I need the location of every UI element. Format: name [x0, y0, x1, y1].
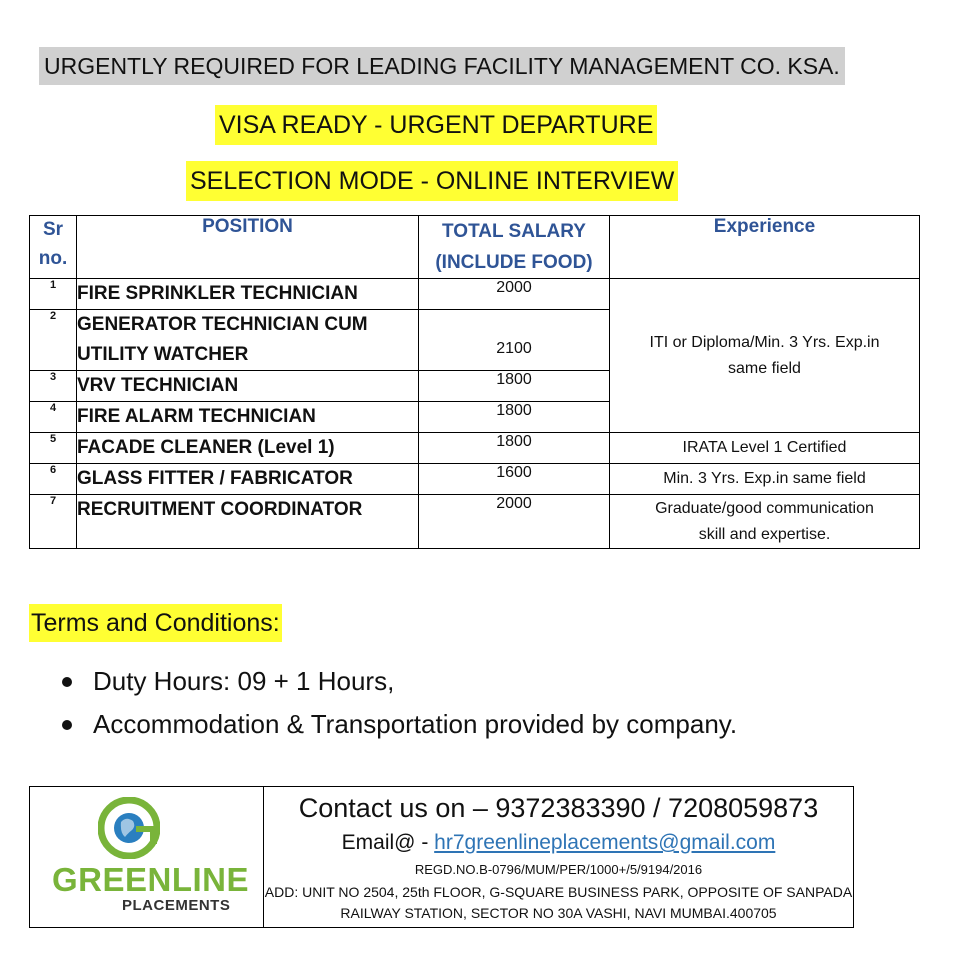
row-sr: 1 [30, 279, 77, 310]
row-position: FACADE CLEANER (Level 1) [77, 433, 419, 464]
contact-phone: Contact us on – 9372383390 / 7208059873 [298, 793, 819, 823]
row-position [77, 310, 419, 371]
row-position: VRV TECHNICIAN [77, 371, 419, 402]
header-position: POSITION [77, 216, 419, 279]
table-row [30, 279, 920, 310]
row-position: RECRUITMENT COORDINATOR [77, 495, 419, 549]
experience-technical-line1: ITI or Diploma/Min. 3 Yrs. Exp.in [649, 333, 880, 351]
contact-email-line [264, 831, 853, 855]
row-salary: 1800 [419, 371, 610, 402]
row-salary: 1600 [419, 464, 610, 495]
terms-heading: Terms and Conditions: [29, 604, 282, 642]
row-sr: 2 [30, 310, 77, 371]
header-sr-line2: no. [38, 247, 68, 269]
company-logo [30, 787, 264, 927]
header-salary-line1: TOTAL SALARY [442, 221, 586, 242]
header-sr [30, 216, 77, 279]
header-salary-line2: (INCLUDE FOOD) [435, 252, 593, 273]
email-prefix: Email@ - [341, 831, 435, 854]
table-row [30, 433, 920, 464]
row-salary: 2000 [419, 279, 610, 310]
row-salary: 1800 [419, 433, 610, 464]
row-experience [610, 495, 920, 549]
term-text: Accommodation & Transportation provided by company. [93, 709, 738, 739]
row-experience: IRATA Level 1 Certified [610, 433, 920, 464]
table-header-row [30, 216, 920, 279]
terms-list [62, 660, 737, 746]
headline-requirement: URGENTLY REQUIRED FOR LEADING FACILITY MANAGEMENT CO. KSA. [39, 47, 845, 85]
row-salary: 2000 [419, 495, 610, 549]
row-sr: 3 [30, 371, 77, 402]
experience-technical-line2: same field [728, 359, 801, 377]
list-item [62, 660, 737, 703]
row-sr: 5 [30, 433, 77, 464]
logo-name: GREENLINE [52, 861, 250, 898]
logo-subtitle: PLACEMENTS [122, 897, 231, 914]
header-salary [419, 216, 610, 279]
header-experience: Experience [610, 216, 920, 279]
email-link[interactable]: hr7greenlineplacements@gmail.com [434, 831, 776, 854]
header-sr-line1: Sr [42, 219, 64, 240]
list-item [62, 703, 737, 746]
row-experience: Min. 3 Yrs. Exp.in same field [610, 464, 920, 495]
row-position: FIRE ALARM TECHNICIAN [77, 402, 419, 433]
row-salary: 1800 [419, 402, 610, 433]
greenline-globe-icon [98, 797, 160, 859]
bullet-icon [62, 720, 72, 730]
experience-coordinator-line1: Graduate/good communication [655, 500, 874, 517]
headline-selection: SELECTION MODE - ONLINE INTERVIEW [186, 161, 678, 201]
experience-coordinator-line2: skill and expertise. [698, 526, 831, 543]
positions-table [29, 215, 920, 549]
row-position-line2: UTILITY WATCHER [77, 344, 249, 365]
row-sr: 4 [30, 402, 77, 433]
row-sr: 7 [30, 495, 77, 549]
row-salary: 2100 [419, 310, 610, 371]
company-address: ADD: UNIT NO 2504, 25th FLOOR, G-SQUARE BUSINESS PARK, OPPOSITE OF SANPADA RAILWAY STATION, SECTOR NO 30A VASHI, NAVI MUMBAI.400705 [264, 884, 853, 921]
term-text: Duty Hours: 09 + 1 Hours, [93, 666, 395, 696]
row-position-line1: GENERATOR TECHNICIAN CUM [77, 314, 368, 335]
contact-info [264, 787, 853, 927]
row-experience-technical [610, 279, 920, 433]
row-position: FIRE SPRINKLER TECHNICIAN [77, 279, 419, 310]
bullet-icon [62, 677, 72, 687]
registration-number: REGD.NO.B-0796/MUM/PER/1000+/5/9194/2016 [414, 862, 703, 877]
table-row [30, 464, 920, 495]
row-position: GLASS FITTER / FABRICATOR [77, 464, 419, 495]
table-row [30, 495, 920, 549]
contact-box [29, 786, 854, 928]
headline-visa: VISA READY - URGENT DEPARTURE [215, 105, 657, 145]
row-sr: 6 [30, 464, 77, 495]
